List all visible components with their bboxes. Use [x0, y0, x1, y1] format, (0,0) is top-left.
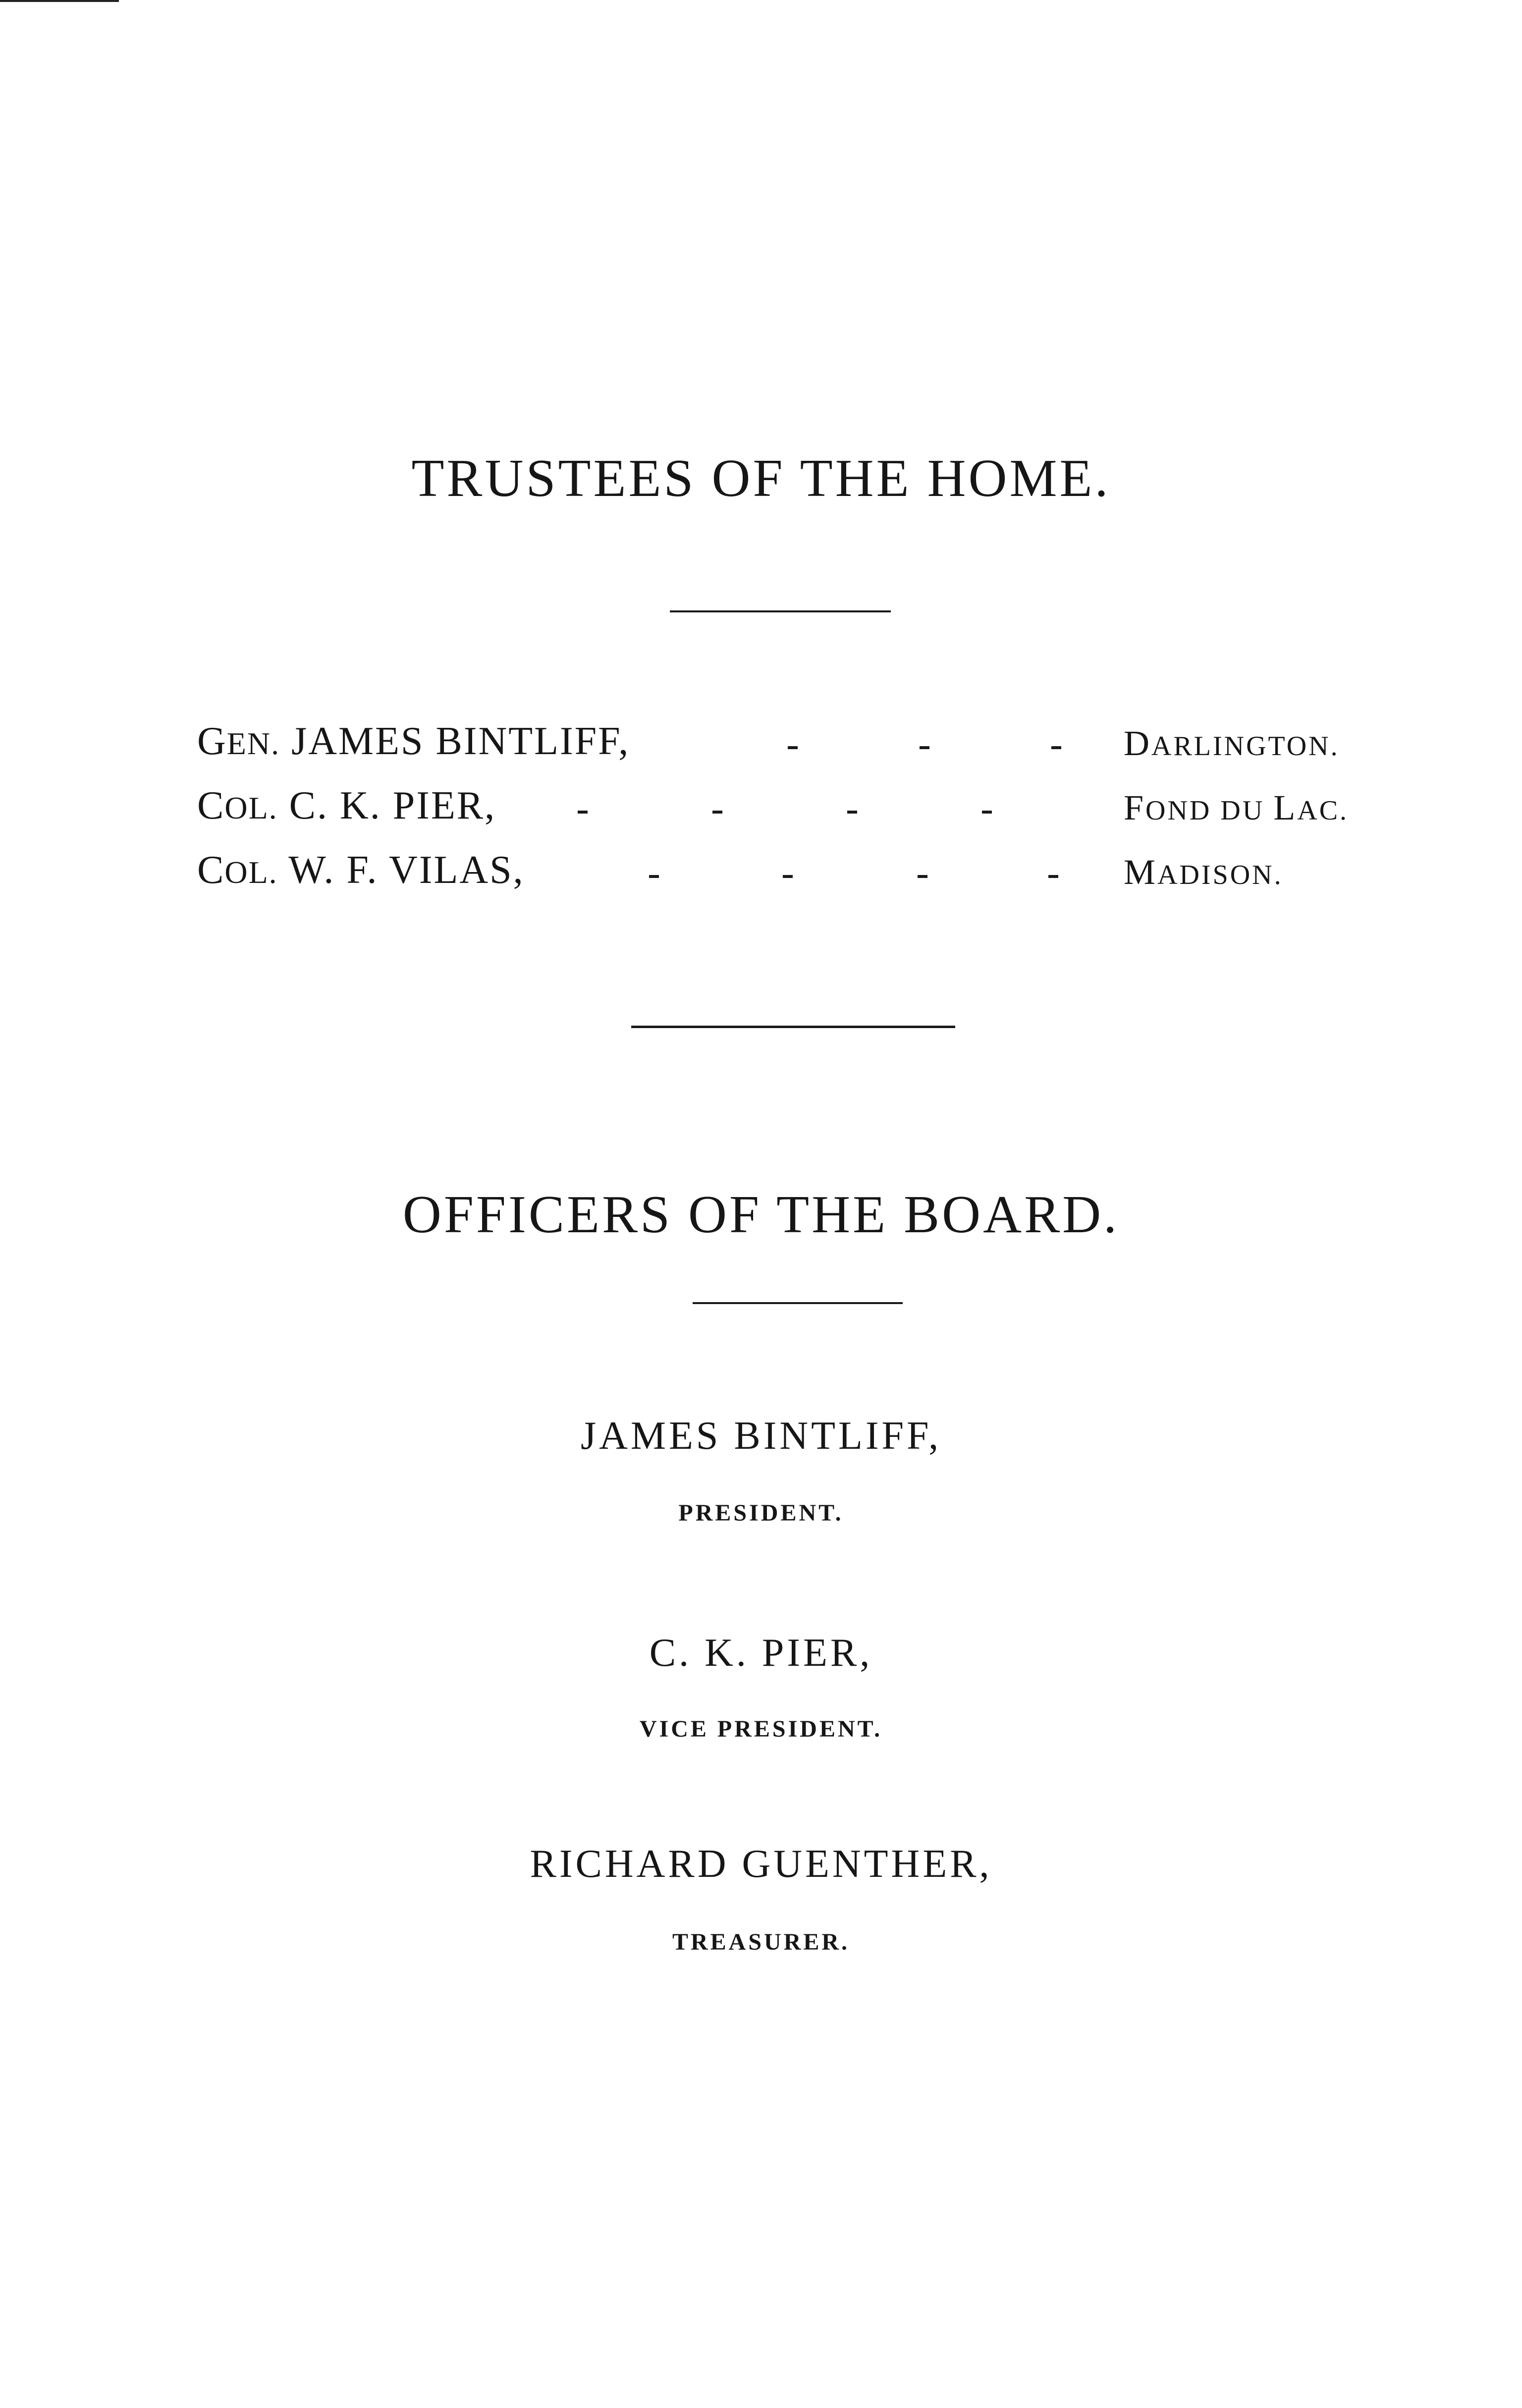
section-rule — [670, 610, 891, 612]
section-divider — [631, 1026, 955, 1028]
officer-name: C. K. PIER, — [649, 1631, 873, 1675]
corner-rule — [0, 0, 119, 2]
trustee-place: DARLINGTON. — [1124, 723, 1340, 763]
trustee-row — [0, 838, 1522, 893]
trustee-name: COL. W. F. VILAS, — [197, 848, 525, 892]
officer-name: JAMES BINTLIFF, — [580, 1414, 942, 1458]
trustee-title: GEN. — [197, 719, 280, 763]
trustee-name: COL. C. K. PIER, — [197, 784, 496, 827]
trustee-row — [0, 710, 1522, 764]
leader-dashes — [0, 843, 1522, 893]
trustee-row — [0, 774, 1522, 828]
trustee-title: COL. — [197, 848, 278, 892]
officer-role: PRESIDENT. — [678, 1500, 844, 1526]
trustee-name: GEN. JAMES BINTLIFF, — [197, 719, 630, 763]
trustees-heading: TRUSTEES OF THE HOME. — [411, 449, 1111, 508]
officer-role: VICE PRESIDENT. — [639, 1716, 883, 1742]
section-rule — [693, 1302, 903, 1304]
officer-role: TREASURER. — [672, 1929, 850, 1955]
trustee-title: COL. — [197, 784, 278, 827]
officers-heading: OFFICERS OF THE BOARD. — [402, 1185, 1120, 1244]
trustee-place: MADISON. — [1124, 852, 1283, 892]
officer-name: RICHARD GUENTHER, — [530, 1842, 992, 1886]
trustee-place: FOND DU LAC. — [1124, 788, 1349, 827]
